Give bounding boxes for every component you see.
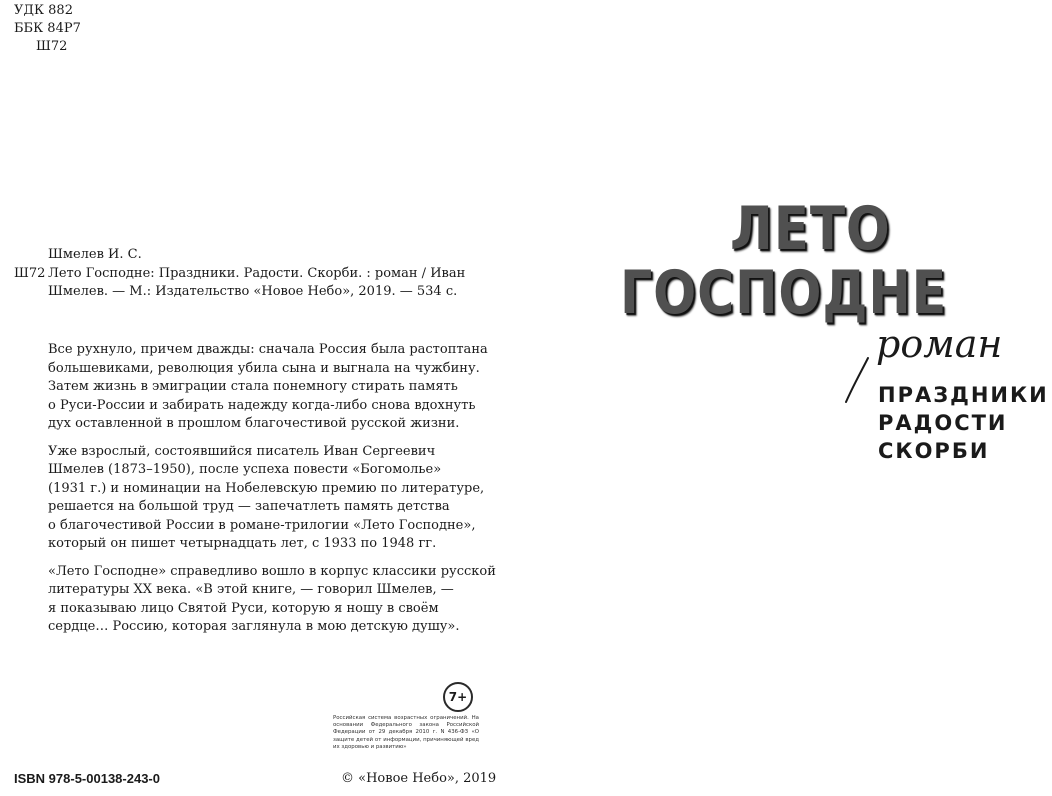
annotation-line: я показываю лицо Святой Руси, которую я ношу в своём: [48, 600, 439, 616]
genre-flourish-icon: [842, 356, 872, 406]
biblio-line-1: Лето Господне: Праздники. Радости. Скорби. : роман / Иван: [48, 265, 466, 281]
annotation-paragraph-1: [48, 341, 488, 434]
annotation-line: который он пишет четырнадцать лет, с 1933 по 1948 гг.: [48, 536, 437, 551]
subtitle-joys: РАДОСТИ: [878, 411, 1008, 435]
copyright: © «Новое Небо», 2019: [341, 771, 497, 786]
annotation-line: большевиками, революция убила сына и выгнала на чужбину.: [48, 360, 480, 376]
annotation-line: решается на большой труд — запечатлеть память детства: [48, 499, 450, 514]
udk-code: УДК 882: [14, 3, 73, 18]
title-line-2: ГОСПОДНЕ: [620, 258, 948, 328]
annotation-line: Шмелев (1873–1950), после успеха повести «Богомолье»: [48, 462, 442, 477]
subtitle-sorrows: СКОРБИ: [878, 439, 990, 463]
isbn: ISBN 978-5-00138-243-0: [14, 771, 160, 786]
annotation-line: литературы XX века. «В этой книге, — говорил Шмелев, —: [48, 582, 454, 597]
annotation-paragraph-2: [48, 443, 485, 554]
annotation-line: Все рухнуло, причем дважды: сначала Россия была растоптана: [48, 342, 488, 357]
annotation-line: (1931 г.) и номинации на Нобелевскую премию по литературе,: [48, 480, 485, 496]
subtitle-holidays: ПРАЗДНИКИ: [878, 383, 1049, 407]
author-code: Ш72: [36, 39, 68, 54]
annotation-line: о благочестивой России в романе-трилогии «Лето Господне»,: [48, 517, 476, 533]
annotation: [48, 341, 496, 646]
annotation-line: дух оставленной в прошлом благочестивой русской жизни.: [48, 416, 460, 431]
bibliographic-record: [14, 246, 466, 302]
annotation-line: о Руси-России и забирать надежду когда-либо снова вдохнуть: [48, 397, 476, 413]
annotation-line: «Лето Господне» справедливо вошло в корпус классики русской: [48, 563, 496, 579]
biblio-author: Шмелев И. С.: [48, 247, 142, 262]
catalog-codes: [14, 2, 81, 56]
biblio-line-2: Шмелев. — М.: Издательство «Новое Небо», 2019. — 534 с.: [48, 284, 458, 299]
annotation-line: Затем жизнь в эмиграции стала понемногу стирать память: [48, 379, 458, 394]
annotation-line: сердце… Россию, которая заглянула в мою детскую душу».: [48, 619, 460, 634]
annotation-line: Уже взрослый, состоявшийся писатель Иван Сергеевич: [48, 443, 436, 459]
annotation-paragraph-3: [48, 563, 496, 637]
bbk-code: ББК 84Р7: [14, 21, 81, 36]
genre-label: роман: [876, 322, 1003, 366]
title-line-1: ЛЕТО: [730, 194, 891, 264]
age-rating-badge: 7+: [443, 682, 473, 712]
age-rating-note: Российская система возрастных ограничений. На основании Федерального закона Российской Федерации от 29 декабря 2010 г. N 436-ФЗ «О защите детей от информации, причиняющей вред их здоровью и развитию»: [333, 715, 479, 750]
biblio-code: Ш72: [14, 265, 46, 281]
